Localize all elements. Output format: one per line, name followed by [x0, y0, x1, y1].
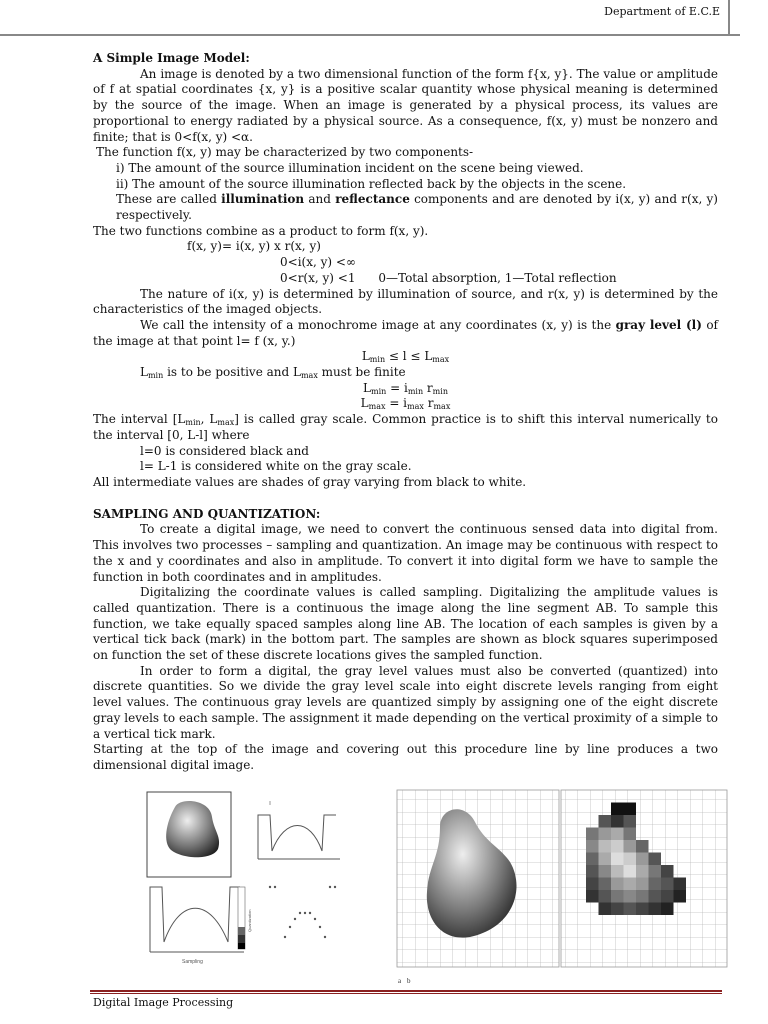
pixel-block: [636, 840, 649, 853]
document-body: [93, 51, 718, 774]
pixel-block: [586, 878, 599, 891]
gray-scale-bar: [238, 887, 252, 949]
pixel-block: [599, 853, 612, 866]
pixel-block: [611, 865, 624, 878]
pixel-block: [661, 865, 674, 878]
pixel-block: [649, 853, 662, 866]
caption-a: a: [398, 977, 402, 985]
pixel-block: [624, 865, 637, 878]
term-reflectance: reflectance: [335, 192, 410, 207]
pixel-block: [611, 853, 624, 866]
equation: $L_{min} = i_{min}$ $r_{min}$: [363, 380, 448, 396]
pixel-block: [611, 840, 624, 853]
digitized-image-on-grid: [561, 790, 727, 967]
section-title-image-model: A Simple Image Model:: [93, 51, 250, 65]
pixel-block: [624, 903, 637, 916]
pixel-block: [649, 903, 662, 916]
pixel-block: [611, 890, 624, 903]
equation: f(x, y)= i(x, y) x r(x, y): [187, 239, 321, 254]
pixel-block: [624, 815, 637, 828]
pixel-block: [624, 853, 637, 866]
paragraph: An image is denoted by a two dimensional function of the form f{x, y}. The value or amplitude of f at spatial coordinates {x, y} is a positive scalar quantity whose physical meaning is determined by the source of the image. When an image is generated by a physical process, its values are proportional to energy radiated by a physical source. As a consequence, f(x, y) must be nonzero and finite; that is 0<f(x, y) <α.: [93, 66, 718, 144]
pixel-block: [661, 903, 674, 916]
pixel-block: [636, 878, 649, 891]
pixel-block: [649, 890, 662, 903]
paragraph: The two functions combine as a product to form f(x, y).: [93, 223, 429, 238]
pixel-block: [636, 865, 649, 878]
figure-sampling-quantization: [140, 787, 730, 987]
pixel-block: [599, 878, 612, 891]
pixel-block: [624, 828, 637, 841]
footer-rule: [90, 990, 722, 992]
paragraph: These are called illumination and reflectance components and are denoted by i(x, y) and r(x, y) respectively.: [116, 192, 718, 223]
header-rule: [0, 34, 740, 36]
pixel-block: [649, 878, 662, 891]
paragraph: We call the intensity of a monochrome image at any coordinates (x, y) is the gray level (l) of the image at that point l= f (x, y.): [93, 317, 718, 348]
pixel-block: [649, 865, 662, 878]
equation: $L_{min} \le l \le L_{max}$: [361, 349, 450, 365]
pixel-block: [611, 903, 624, 916]
paragraph: To create a digital image, we need to convert the continuous sensed data into digital from. This involves two processes – sampling and quantization. An image may be continuous with respect to the x and y coordinates and also in amplitude. To convert it into digital form we have to sample the function in both coordinates and in amplitudes.: [93, 522, 718, 584]
paragraph: The interval [$L_{min}$, $L_{max}$] is called gray scale. Common practice is to shift this interval numerically to the interval [0, L-l] where: [93, 412, 718, 442]
pixel-block: [599, 903, 612, 916]
footer-title: Digital Image Processing: [93, 996, 234, 1009]
pixel-block: [599, 828, 612, 841]
pixel-block: [586, 828, 599, 841]
paragraph: Starting at the top of the image and covering out this procedure line by line produces a two dimensional digital image.: [93, 742, 718, 772]
pixel-block: [624, 840, 637, 853]
paragraph: In order to form a digital, the gray level values must also be converted (quantized) into discrete quantities. So we divide the gray level scale into eight discrete levels ranging from eight level values. The continuous gray levels are quantized simply by assigning one of the eight discrete gray levels to each sample. The assignment it made depending on the vertical proximity of a simple to a vertical tick mark.: [93, 663, 718, 741]
pixel-block: [674, 878, 687, 891]
figure-illustration: [140, 787, 730, 987]
intensity-profile-panel: [258, 801, 340, 859]
equation: $L_{max} = i_{max}$ $r_{max}$: [360, 396, 451, 412]
paragraph: All intermediate values are shades of gray varying from black to white.: [93, 474, 527, 489]
pixel-block: [661, 878, 674, 891]
list-item: ii) The amount of the source illumination reflected back by the objects in the scene.: [116, 176, 627, 191]
quantized-samples-panel: [269, 886, 336, 938]
pixel-block: [611, 828, 624, 841]
paragraph: Digitalizing the coordinate values is called sampling. Digitalizing the amplitude values is called quantization. There is a continuous the image along the line segment AB. To sample this function, we take equally spaced samples along line AB. The location of each samples is given by a vertical tick back (mark) in the bottom part. The samples are shown as block squares superimposed on function the set of these discrete locations gives the sampled function.: [93, 585, 718, 663]
pixel-block: [636, 853, 649, 866]
section-title-sampling: SAMPLING AND QUANTIZATION:: [93, 506, 321, 521]
pixel-block: [599, 840, 612, 853]
pixel-block: [599, 865, 612, 878]
pixel-block: [624, 803, 637, 816]
paragraph: l= L-1 is considered white on the gray scale.: [140, 459, 412, 474]
pixel-block: [624, 890, 637, 903]
continuous-image-panel: [147, 792, 231, 877]
sampling-axis-label: Sampling: [182, 959, 203, 965]
pixel-block: [599, 815, 612, 828]
department-label: Department of E.C.E: [604, 5, 720, 18]
equation: 0<r(x, y) <1 0—Total absorption, 1—Total reflection: [280, 270, 617, 285]
term-gray-level: gray level (l): [615, 317, 702, 332]
pixel-block: [586, 853, 599, 866]
pixel-block: [661, 890, 674, 903]
paragraph: l=0 is considered black and: [140, 443, 309, 458]
pixel-block: [611, 803, 624, 816]
term-illumination: illumination: [221, 192, 305, 207]
continuous-image-on-grid: [397, 790, 559, 967]
pixel-block: [586, 840, 599, 853]
pixel-block: [636, 903, 649, 916]
paragraph: The nature of i(x, y) is determined by illumination of source, and r(x, y) is determined by the characteristics of the imaged objects.: [93, 286, 718, 317]
quantization-axis-label: Quantization: [247, 909, 252, 932]
paragraph: $L_{min}$ is to be positive and $L_{max}$ must be finite: [140, 365, 406, 381]
footer-rule-thin: [90, 993, 722, 994]
caption-b: b: [407, 977, 411, 985]
equation: 0<i(x, y) <∞: [280, 255, 356, 270]
pixel-block: [624, 878, 637, 891]
header-divider: [728, 0, 730, 36]
pixel-block: [599, 890, 612, 903]
list-item: i) The amount of the source illumination incident on the scene being viewed.: [116, 160, 584, 175]
paragraph: The function f(x, y) may be characterized by two components-: [96, 145, 474, 160]
pixel-block: [674, 890, 687, 903]
pixel-block: [586, 865, 599, 878]
pixel-block: [611, 878, 624, 891]
sampled-profile-panel: [150, 887, 244, 952]
pixel-block: [636, 890, 649, 903]
pixel-block: [586, 890, 599, 903]
pixel-block: [611, 815, 624, 828]
